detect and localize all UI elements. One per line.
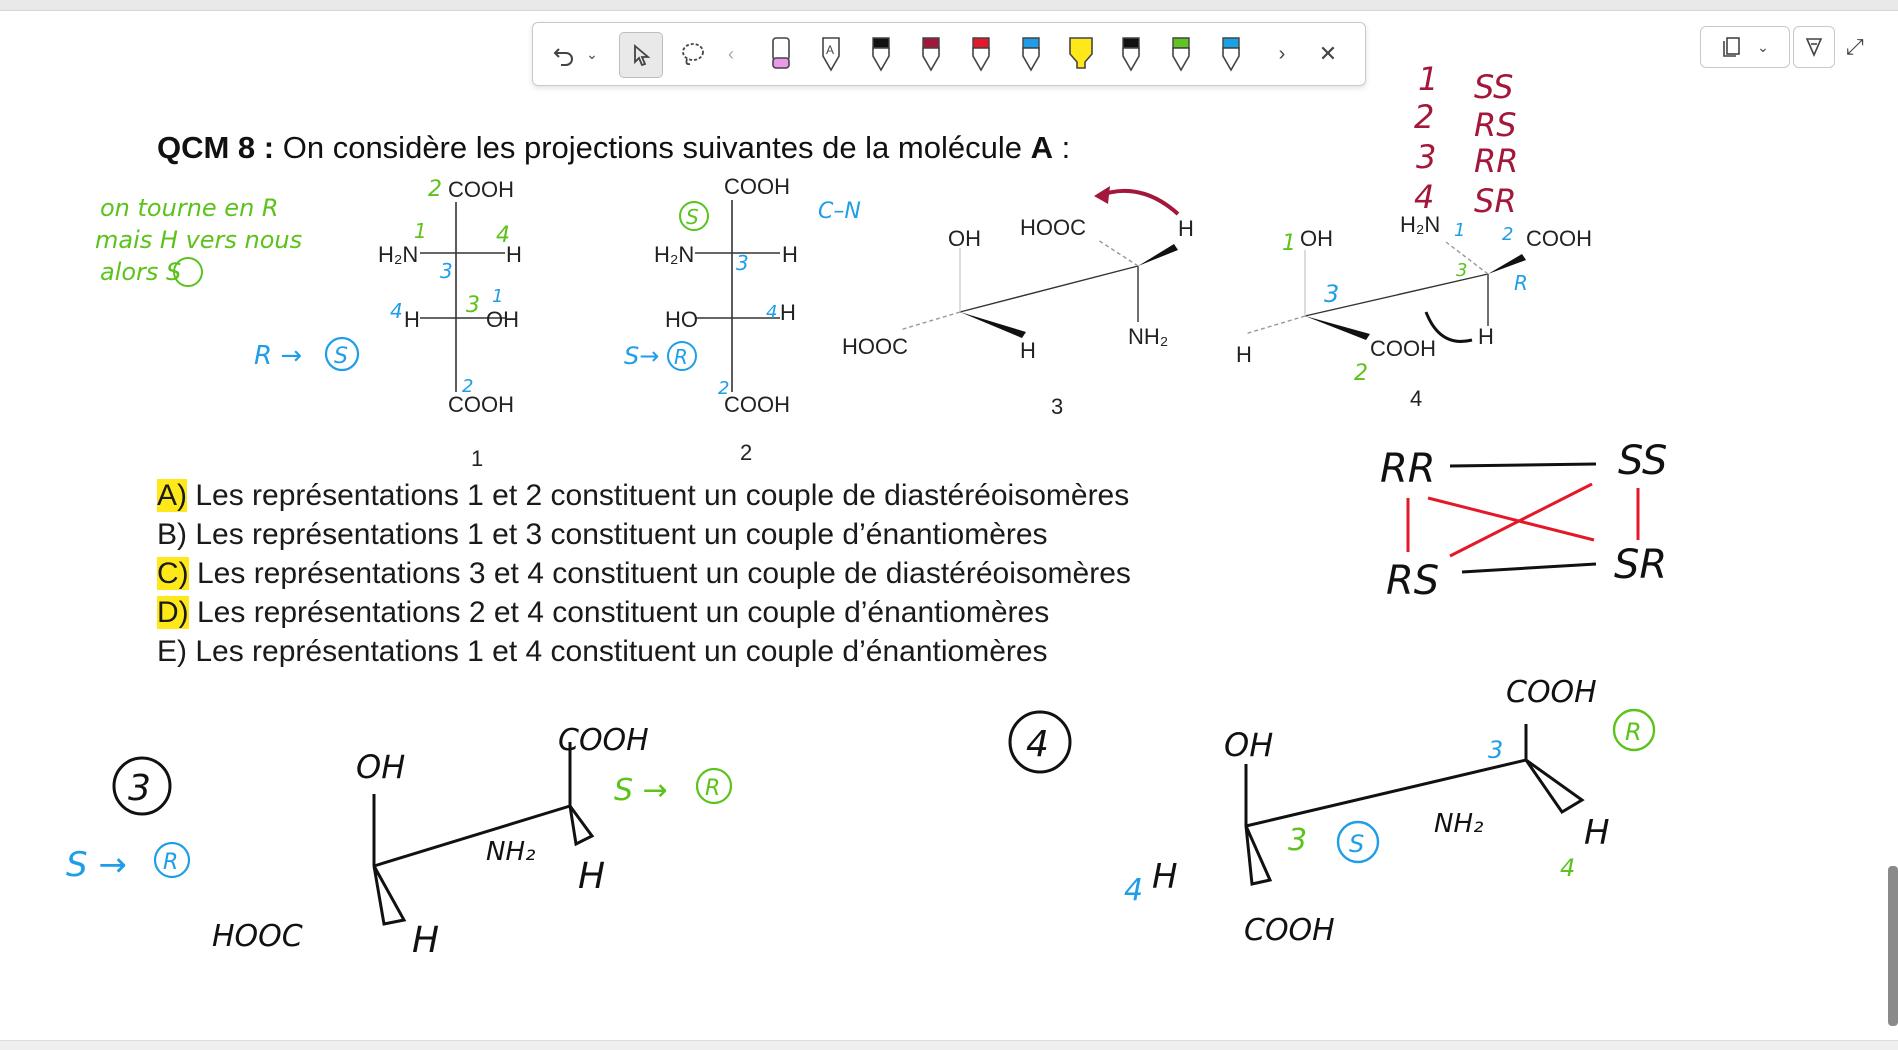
s2-c3: 3 — [736, 251, 749, 275]
s1-h2n: H₂N — [378, 242, 419, 267]
bottom3-r: R — [163, 850, 179, 875]
diag-arrow-rs-ss — [1450, 484, 1592, 556]
bottom4-c3: 3 — [1288, 823, 1308, 858]
bottom3-hooc: HOOC — [212, 919, 303, 954]
c-chain-label: C–N — [818, 199, 861, 224]
s3-h-top: H — [1178, 216, 1194, 241]
bottom4-s: S — [1349, 830, 1365, 858]
bottom4-c3-right: 3 — [1488, 736, 1504, 764]
s4-cooh: COOH — [1526, 226, 1592, 251]
s1-p-top: 2 — [428, 177, 442, 202]
bottom3-h-low: H — [412, 920, 440, 961]
s4-h2n: H₂N — [1400, 212, 1441, 237]
diag-rs: RS — [1386, 558, 1440, 604]
s3-rotation-arrow — [1098, 191, 1178, 214]
diag-sr: SR — [1614, 542, 1668, 588]
s-to-r-label: S→ — [624, 342, 660, 370]
bottom3-h: H — [578, 856, 606, 897]
diag-arrow-rs-sr — [1462, 564, 1596, 572]
bottom3-cooh: COOH — [558, 723, 649, 758]
answer-d — [157, 593, 1131, 632]
bottom3-oh: OH — [356, 748, 406, 786]
undo-dropdown-chevron-icon[interactable]: ⌄ — [586, 45, 598, 62]
s1-c3-top: 3 — [440, 259, 453, 283]
bottom3-nh2: NH₂ — [486, 837, 536, 867]
bottom3-wedge2 — [570, 806, 592, 844]
bottom4-bond — [1246, 760, 1526, 826]
config-4-val: SR — [1474, 182, 1517, 220]
bottom4-nh2: NH₂ — [1434, 809, 1484, 839]
config-2-val: RS — [1474, 106, 1517, 144]
config-3-num: 3 — [1416, 138, 1437, 176]
s3-nh2: NH₂ — [1128, 324, 1169, 349]
answer-text: Les représentations 1 et 4 constituent un couple d’énantiomères — [187, 635, 1048, 668]
question-end: : — [1052, 130, 1071, 165]
answer-letter: B) — [157, 518, 187, 551]
config-2-num: 2 — [1414, 98, 1435, 136]
bottom3-bond — [374, 806, 570, 866]
bottom4-oh: OH — [1224, 726, 1274, 764]
diag-rr: RR — [1380, 446, 1436, 492]
s2-circle-label: S — [686, 205, 699, 229]
answer-letter: D) — [157, 596, 189, 629]
answer-b — [157, 515, 1131, 554]
answer-text: Les représentations 1 et 3 constituent un couple d’énantiomères — [187, 518, 1048, 551]
s1-h: H — [506, 242, 522, 267]
answer-text: Les représentations 3 et 4 constituent un couple de diastéréoisomères — [188, 557, 1131, 590]
s2-label: 2 — [740, 440, 753, 465]
diag-arrow-rr-sr — [1428, 498, 1594, 540]
s1-oh: OH — [486, 307, 519, 332]
answer-list — [157, 476, 1131, 671]
s1-h-lower: H — [404, 307, 420, 332]
s4-r-label: R — [1514, 271, 1528, 295]
s1-p-nh2: 1 — [414, 219, 427, 243]
config-3-val: RR — [1474, 142, 1519, 180]
green-note-line1: on tourne en R — [100, 194, 279, 222]
s1-p-h: 4 — [496, 223, 510, 248]
s4-p-nh2: 1 — [1454, 220, 1466, 241]
s-circle-label: S — [334, 344, 348, 369]
bottom4-p-h-right: 4 — [1560, 854, 1576, 882]
bottom4-label: 4 — [1026, 724, 1049, 765]
s4-cooh-bottom: COOH — [1370, 336, 1436, 361]
s4-h-left: H — [1236, 342, 1252, 367]
answer-a — [157, 476, 1131, 515]
s4-p-cooh: 2 — [1502, 224, 1514, 245]
bottom3-r2: R — [705, 776, 721, 801]
chevron-down-icon: ⌄ — [1757, 38, 1769, 55]
s3-hooc-top: HOOC — [1020, 215, 1086, 240]
diag-ss: SS — [1618, 438, 1668, 484]
s2-ho: HO — [665, 307, 698, 332]
answer-text: Les représentations 2 et 4 constituent un couple d’énantiomères — [188, 596, 1050, 629]
s1-label: 1 — [471, 446, 484, 471]
answer-text: Les représentations 1 et 2 constituent un couple de diastéréoisomères — [187, 479, 1130, 512]
svg-text:A: A — [826, 43, 835, 57]
scroll-left-chevron-icon[interactable]: ‹ — [728, 43, 734, 64]
s4-c3-right: 3 — [1456, 260, 1468, 281]
s1-p-oh: 1 — [492, 286, 504, 307]
close-toolbar-icon[interactable]: ✕ — [1318, 41, 1338, 66]
diag-arrow-rr-ss — [1450, 464, 1596, 466]
s4-p-cooh-bottom: 2 — [1354, 361, 1368, 386]
bottom4-cooh-bottom: COOH — [1244, 913, 1335, 948]
green-note-line3: alors S — [100, 258, 182, 286]
s1-top-cooh: COOH — [448, 177, 514, 202]
config-4-num: 4 — [1414, 178, 1435, 216]
bottom4-wedge — [1246, 826, 1270, 884]
s3-arrow-head — [1094, 186, 1110, 204]
s4-c3-left: 3 — [1324, 280, 1340, 308]
bottom4-r: R — [1625, 718, 1642, 746]
answer-letter: C) — [157, 557, 189, 590]
config-1-num: 1 — [1418, 60, 1439, 98]
s3-oh: OH — [948, 226, 981, 251]
answer-c — [157, 554, 1131, 593]
s2-bottom-cooh: COOH — [724, 392, 790, 417]
question-label: QCM 8 : — [157, 130, 275, 165]
s2-h: H — [782, 242, 798, 267]
bottom3-s-arrow: S → — [66, 845, 127, 885]
question-text: On considère les projections suivantes de la molécule — [274, 130, 1031, 165]
fischer-projection-1 — [378, 177, 522, 471]
expand-icon[interactable]: ⤢ — [1846, 34, 1864, 59]
s3-hooc: HOOC — [842, 334, 908, 359]
s1-c3-bottom: 3 — [466, 293, 480, 318]
s4-p-oh: 1 — [1282, 231, 1296, 256]
s2-p-h: 4 — [766, 302, 778, 323]
scroll-right-chevron-icon[interactable]: › — [1278, 42, 1286, 65]
green-note-line2: mais H vers nous — [95, 226, 303, 254]
answer-letter: A) — [157, 479, 187, 512]
bottom4-h-left: H — [1152, 857, 1178, 897]
answer-letter: E) — [157, 635, 187, 668]
s2-h-lower: H — [780, 300, 796, 325]
s4-label: 4 — [1410, 386, 1423, 411]
bottom4-cooh: COOH — [1506, 675, 1597, 710]
bottom4-h: H — [1584, 813, 1610, 853]
bottom3-label: 3 — [128, 768, 151, 809]
s3-label: 3 — [1051, 394, 1064, 419]
molecule-name: A — [1030, 130, 1053, 165]
bottom4-p-h: 4 — [1124, 873, 1144, 908]
r-to-s-label: R → — [254, 341, 303, 371]
bottom3-s-arrow2: S → — [614, 773, 668, 808]
s4-oh: OH — [1300, 226, 1333, 251]
s2-p-bottom: 2 — [718, 378, 730, 399]
config-1-val: SS — [1474, 68, 1514, 106]
s3-h: H — [1020, 338, 1036, 363]
s1-p-h2: 4 — [390, 299, 403, 323]
s4-h: H — [1478, 324, 1494, 349]
s2-top-cooh: COOH — [724, 174, 790, 199]
s1-p-bottom: 2 — [462, 376, 474, 397]
s2-h2n: H₂N — [654, 242, 695, 267]
bottom4-wedge2 — [1526, 760, 1582, 812]
vertical-scrollbar[interactable] — [1888, 866, 1898, 1026]
cram-projection-3 — [842, 215, 1194, 419]
bottom3-wedge — [374, 866, 404, 924]
r-circle-label: R — [674, 345, 688, 369]
s1-bottom-cooh: COOH — [448, 392, 514, 417]
answer-e — [157, 632, 1131, 671]
